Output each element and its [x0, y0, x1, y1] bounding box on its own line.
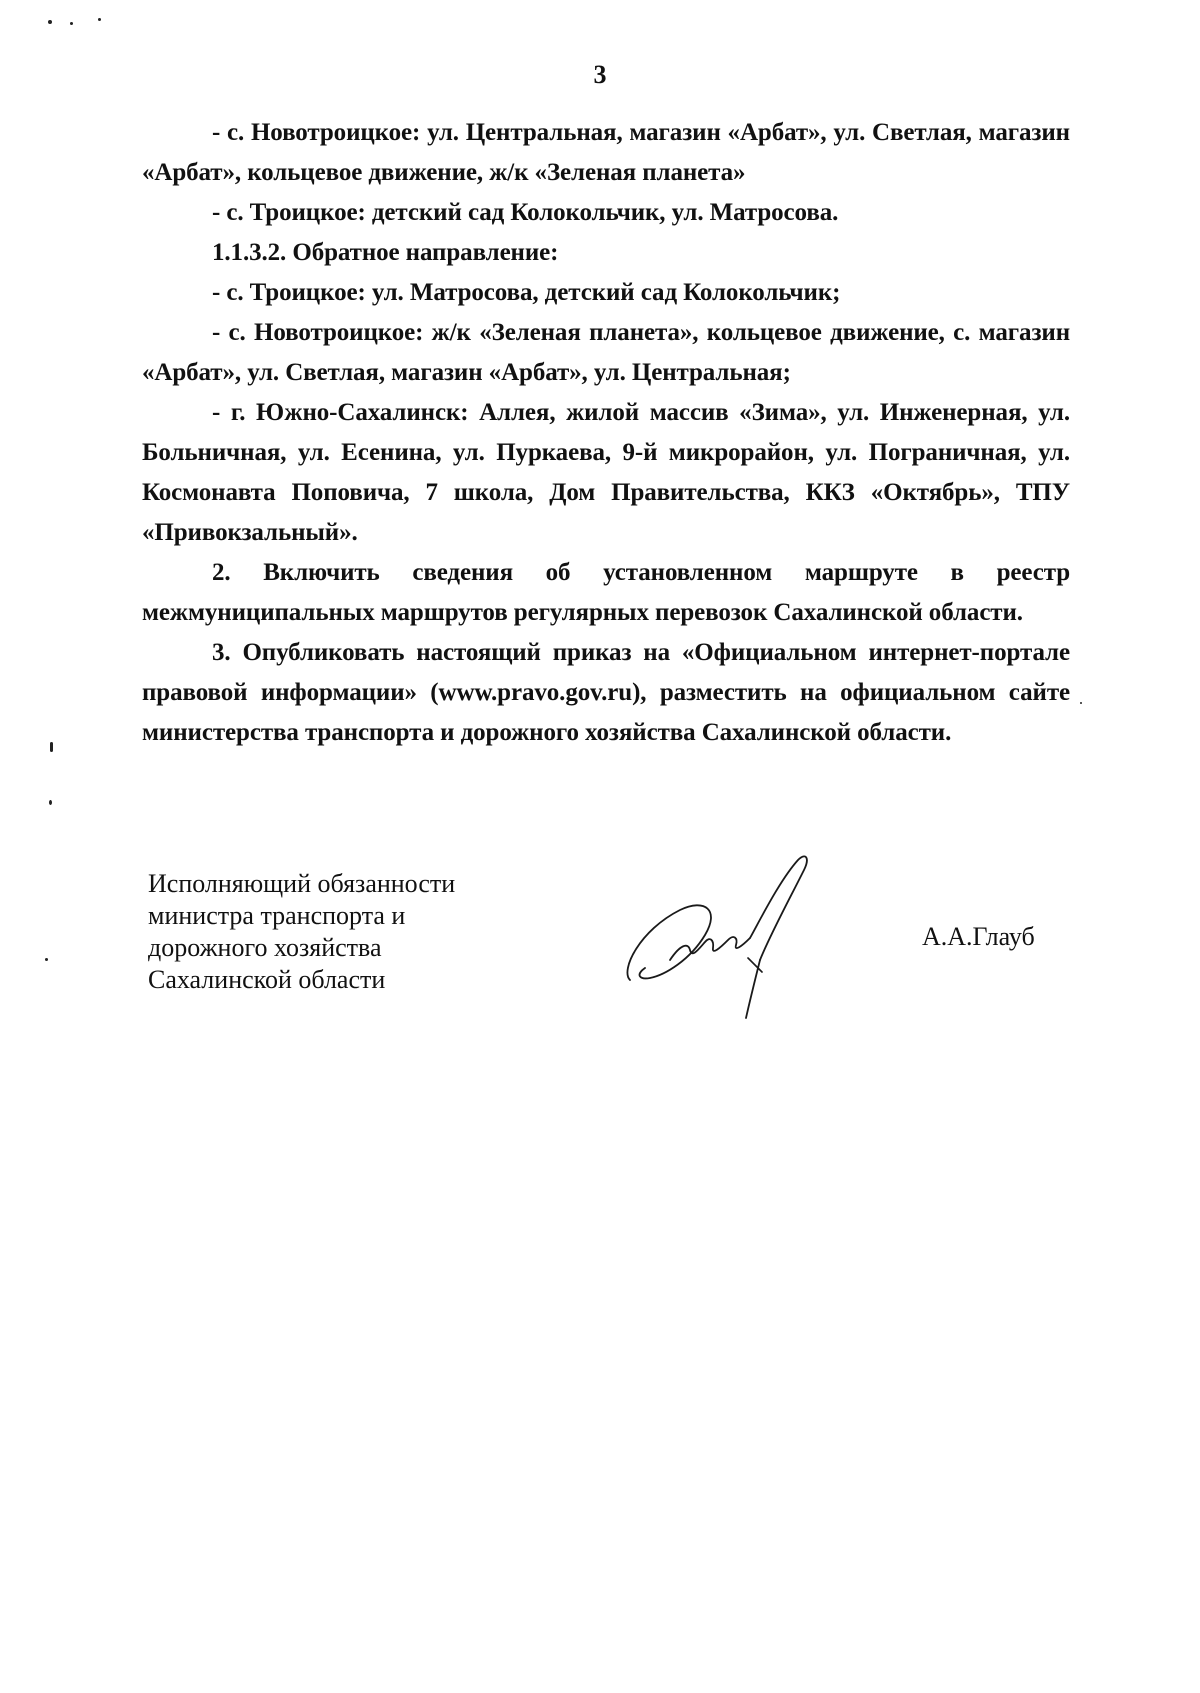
paragraph: 1.1.3.2. Обратное направление: — [212, 239, 559, 266]
position-line: дорожного хозяйства — [148, 933, 382, 962]
position-line: министра транспорта и — [148, 901, 406, 930]
scan-speck — [98, 18, 101, 21]
paragraph: - с. Троицкое: детский сад Колокольчик, ул. Матросова. — [212, 199, 839, 226]
signer-name: А.А.Глауб — [922, 922, 1035, 951]
scan-speck — [1080, 702, 1082, 704]
paragraph: - г. Южно-Сахалинск: Аллея, жилой массив «Зима», ул. Инженерная, ул. Больничная, ул. Есенина, ул. Пуркаева, 9-й микрорайон, ул. Пограничная, ул. Космонавта Поповича, 7 школа, Дом Правительства, ККЗ «Октябрь», ТПУ «Привокзальный». — [142, 399, 1070, 546]
scan-speck — [50, 742, 53, 752]
document-body — [142, 113, 1070, 753]
scan-speck — [45, 958, 48, 961]
paragraph: - с. Новотроицкое: ул. Центральная, магазин «Арбат», ул. Светлая, магазин «Арбат», кольцевое движение, ж/к «Зеленая планета» — [142, 119, 1070, 186]
position-line: Сахалинской области — [148, 965, 386, 994]
paragraph: - с. Троицкое: ул. Матросова, детский сад Колокольчик; — [212, 279, 841, 306]
paragraph: - с. Новотроицкое: ж/к «Зеленая планета», кольцевое движение, с. магазин «Арбат», ул. Светлая, магазин «Арбат», ул. Центральная; — [142, 319, 1070, 386]
signatory-position — [148, 868, 528, 996]
paragraph: 2. Включить сведения об установленном маршруте в реестр межмуниципальных маршрутов регулярных перевозок Сахалинской области. — [142, 559, 1070, 626]
page-number: 3 — [593, 60, 607, 89]
scan-speck — [48, 20, 52, 24]
scan-speck — [70, 22, 73, 25]
scan-speck — [49, 800, 52, 805]
handwritten-signature — [610, 850, 850, 1020]
paragraph: 3. Опубликовать настоящий приказ на «Официальном интернет-портале правовой информации» (www.pravo.gov.ru), разместить на официальном сайте министерства транспорта и дорожного хозяйства Сахалинской области. — [142, 639, 1070, 746]
position-line: Исполняющий обязанности — [148, 869, 456, 898]
